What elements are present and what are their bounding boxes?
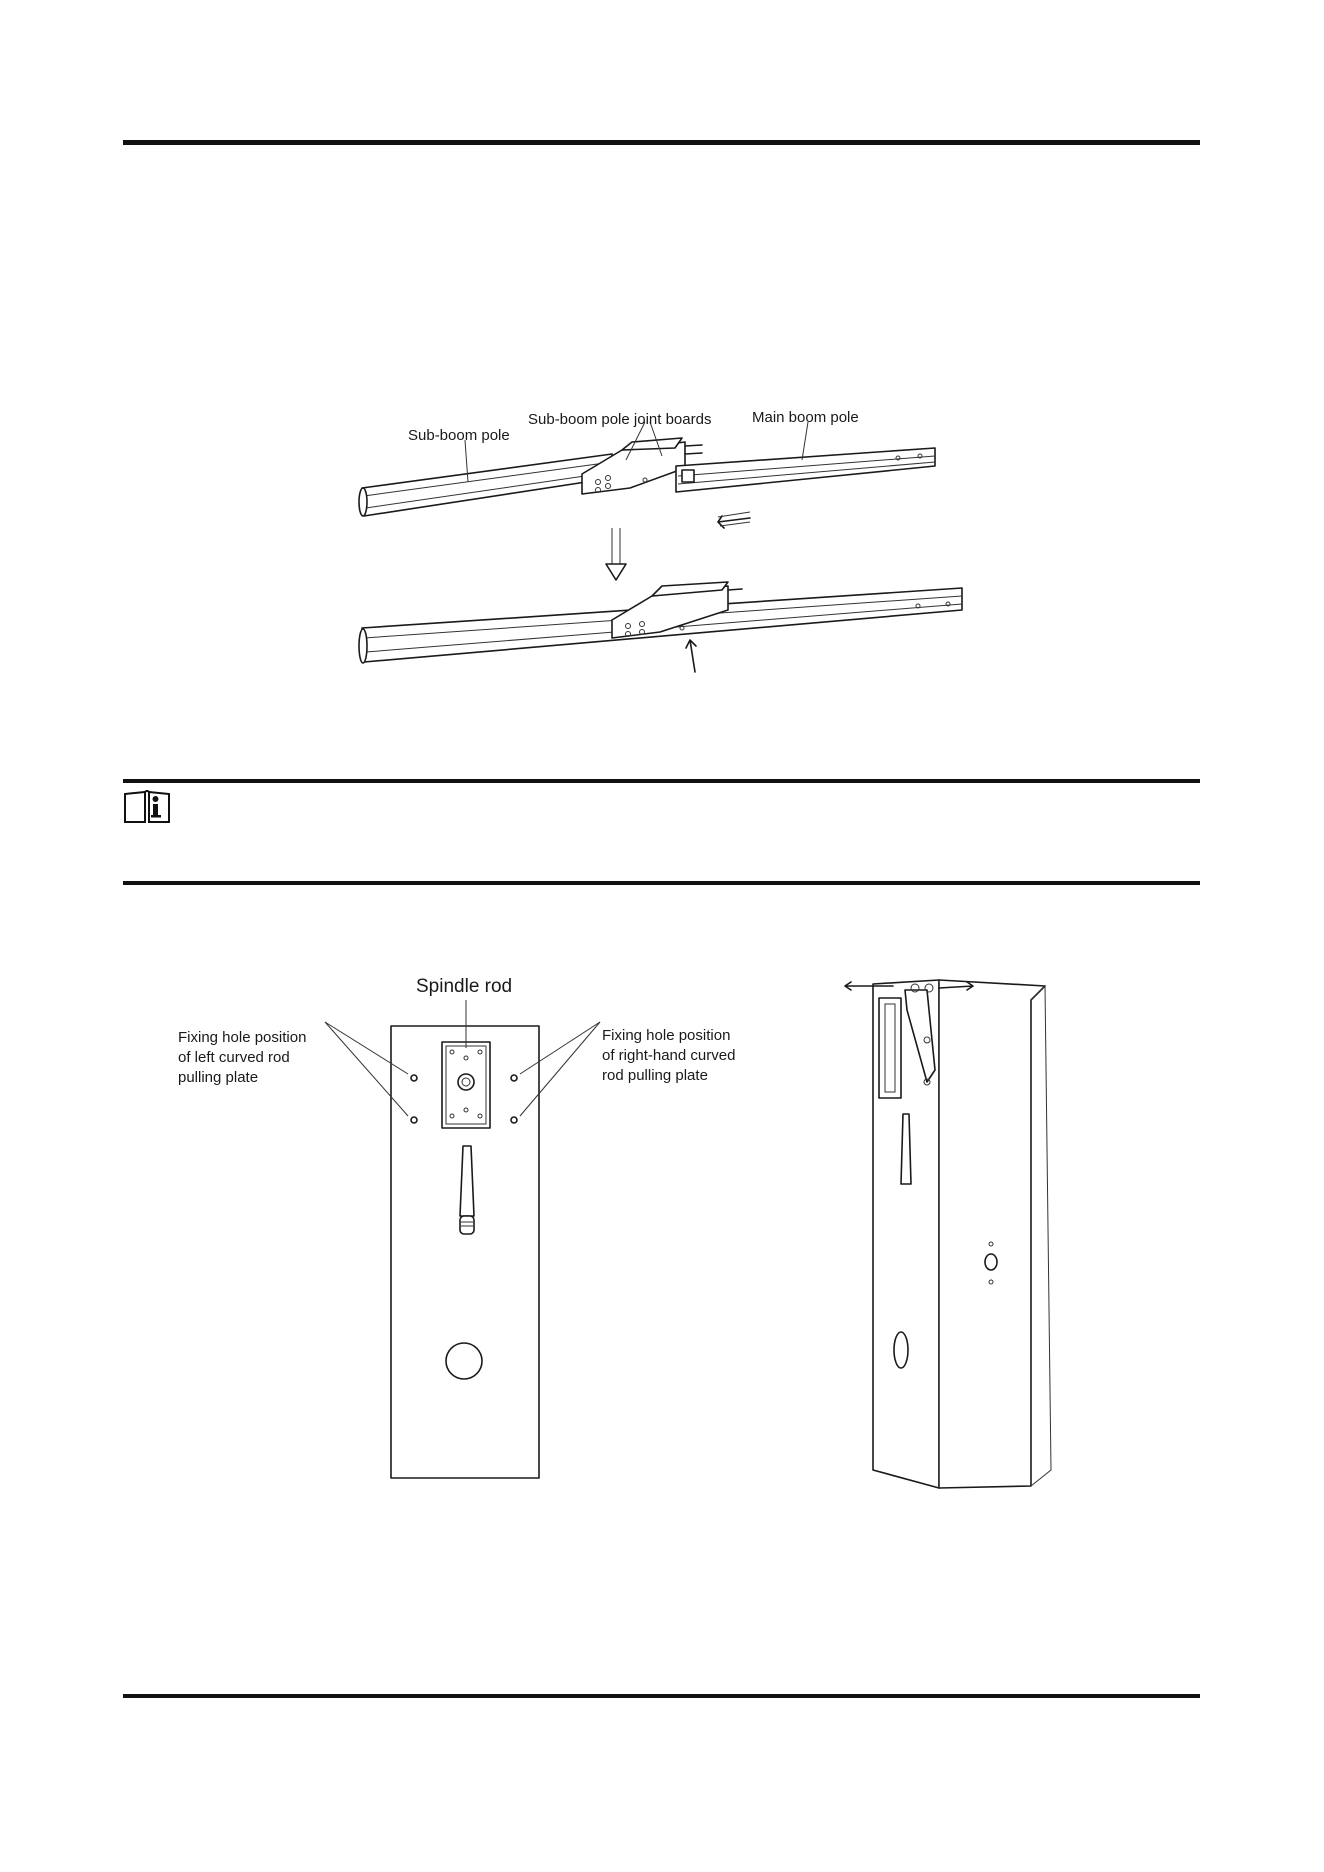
antenna-side-icon — [901, 1114, 911, 1184]
label-left-line3: pulling plate — [178, 1069, 259, 1086]
note-bottom-rule — [123, 881, 1200, 885]
cable-port — [446, 1343, 482, 1379]
cabinet-front-view-figure — [170, 970, 790, 1490]
left-fixing-hole-upper — [411, 1075, 417, 1081]
label-right-line1: Fixing hole position — [602, 1027, 731, 1044]
main-boom-pole-top — [676, 448, 935, 492]
front-lock-hole — [985, 1254, 997, 1270]
label-sub-boom-pole: Sub-boom pole — [408, 427, 510, 444]
right-fixing-hole-upper — [511, 1075, 517, 1081]
footer-rule — [123, 1694, 1200, 1698]
label-left-line2: of left curved rod — [178, 1049, 290, 1066]
boom-pole-assembly-figure — [350, 400, 1000, 680]
note-top-rule — [123, 779, 1200, 783]
right-fixing-hole-lower — [511, 1117, 517, 1123]
antenna-icon — [460, 1146, 474, 1234]
cabinet-perspective-figure — [835, 970, 1075, 1490]
label-left-line1: Fixing hole position — [178, 1029, 307, 1046]
sub-boom-pole-top — [359, 454, 612, 516]
left-fixing-hole-lower — [411, 1117, 417, 1123]
label-spindle-rod: Spindle rod — [416, 976, 513, 997]
spindle-plate — [442, 1042, 490, 1128]
cabinet-front-face — [939, 980, 1045, 1488]
info-book-icon — [123, 790, 173, 824]
side-cable-port — [894, 1332, 908, 1368]
assembled-boom-pole — [359, 582, 962, 672]
header-rule — [123, 140, 1200, 145]
label-right-line2: of right-hand curved — [602, 1047, 736, 1064]
label-main-boom-pole: Main boom pole — [752, 409, 859, 426]
label-joint-boards: Sub-boom pole joint boards — [528, 411, 712, 428]
label-right-line3: rod pulling plate — [602, 1067, 708, 1084]
